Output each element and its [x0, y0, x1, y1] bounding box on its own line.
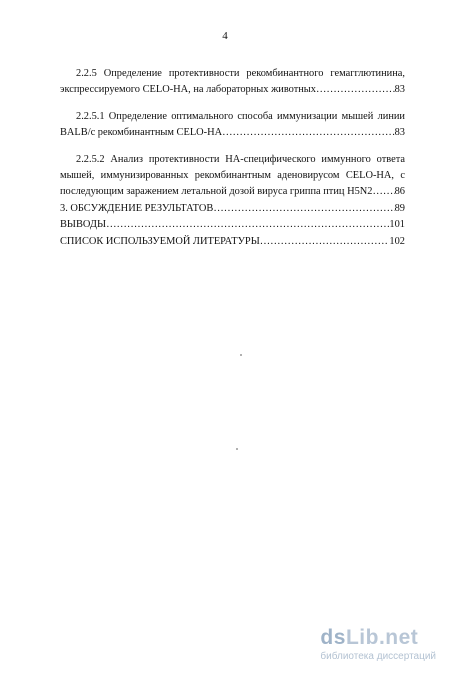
- toc-leader: [260, 234, 390, 250]
- toc-line: [60, 201, 405, 217]
- toc-line-text: ВЫВОДЫ: [60, 219, 107, 231]
- watermark-logo-main: Lib: [345, 626, 379, 649]
- toc-entry: [60, 66, 405, 99]
- toc-line: [60, 125, 405, 141]
- toc-leader: [372, 184, 394, 200]
- toc-line: 2.2.5 Определение протективности рекомбинантного гемагглютинина,: [76, 68, 405, 79]
- toc-page-number: 102: [389, 235, 405, 247]
- scan-speck: [236, 448, 238, 450]
- toc-entry: [60, 201, 405, 217]
- toc-line-text: BALB/c рекомбинантным CELO-HA: [60, 127, 223, 139]
- scan-speck: [240, 354, 242, 356]
- toc-entry: [60, 109, 405, 142]
- watermark-subtitle: библиотека диссертаций: [320, 651, 436, 662]
- toc-line: [60, 82, 405, 98]
- toc-line: [60, 234, 405, 250]
- toc-line: [60, 217, 405, 233]
- toc-page-number: 86: [394, 186, 405, 198]
- toc-line: [60, 184, 405, 200]
- table-of-contents: [60, 66, 405, 250]
- toc-page-number: 83: [394, 84, 405, 96]
- toc-page-number: 83: [394, 127, 405, 139]
- toc-page-number: 89: [394, 202, 405, 214]
- watermark-logo-suffix: .net: [378, 626, 419, 649]
- page-number: 4: [222, 30, 228, 42]
- toc-leader: [213, 201, 394, 217]
- toc-line: 2.2.5.1 Определение оптимального способа иммунизации мышей линии: [76, 110, 405, 122]
- toc-line-text: СПИСОК ИСПОЛЬЗУЕМОЙ ЛИТЕРАТУРЫ: [60, 235, 260, 247]
- toc-leader: [106, 217, 389, 233]
- toc-line-text: последующим заражением летальной дозой вируса гриппа птиц H5N2: [60, 186, 373, 198]
- toc-entry: [60, 152, 405, 201]
- toc-leader: [222, 125, 394, 141]
- toc-entry: [60, 234, 405, 250]
- watermark-logo: [320, 626, 436, 650]
- watermark: [320, 626, 436, 662]
- toc-entry: [60, 217, 405, 233]
- watermark-logo-prefix: ds: [320, 626, 346, 649]
- toc-line: мышей, иммунизированных рекомбинантным аденовирусом CELO-HA, с: [60, 170, 405, 182]
- toc-leader: [316, 82, 395, 98]
- toc-line: 2.2.5.2 Анализ протективности НА-специфического иммунного ответа: [76, 153, 405, 165]
- toc-page-number: 101: [389, 219, 405, 231]
- toc-line-text: экспрессируемого CELO-HA, на лабораторных животных: [60, 84, 316, 96]
- toc-line-text: 3. ОБСУЖДЕНИЕ РЕЗУЛЬТАТОВ: [60, 202, 214, 214]
